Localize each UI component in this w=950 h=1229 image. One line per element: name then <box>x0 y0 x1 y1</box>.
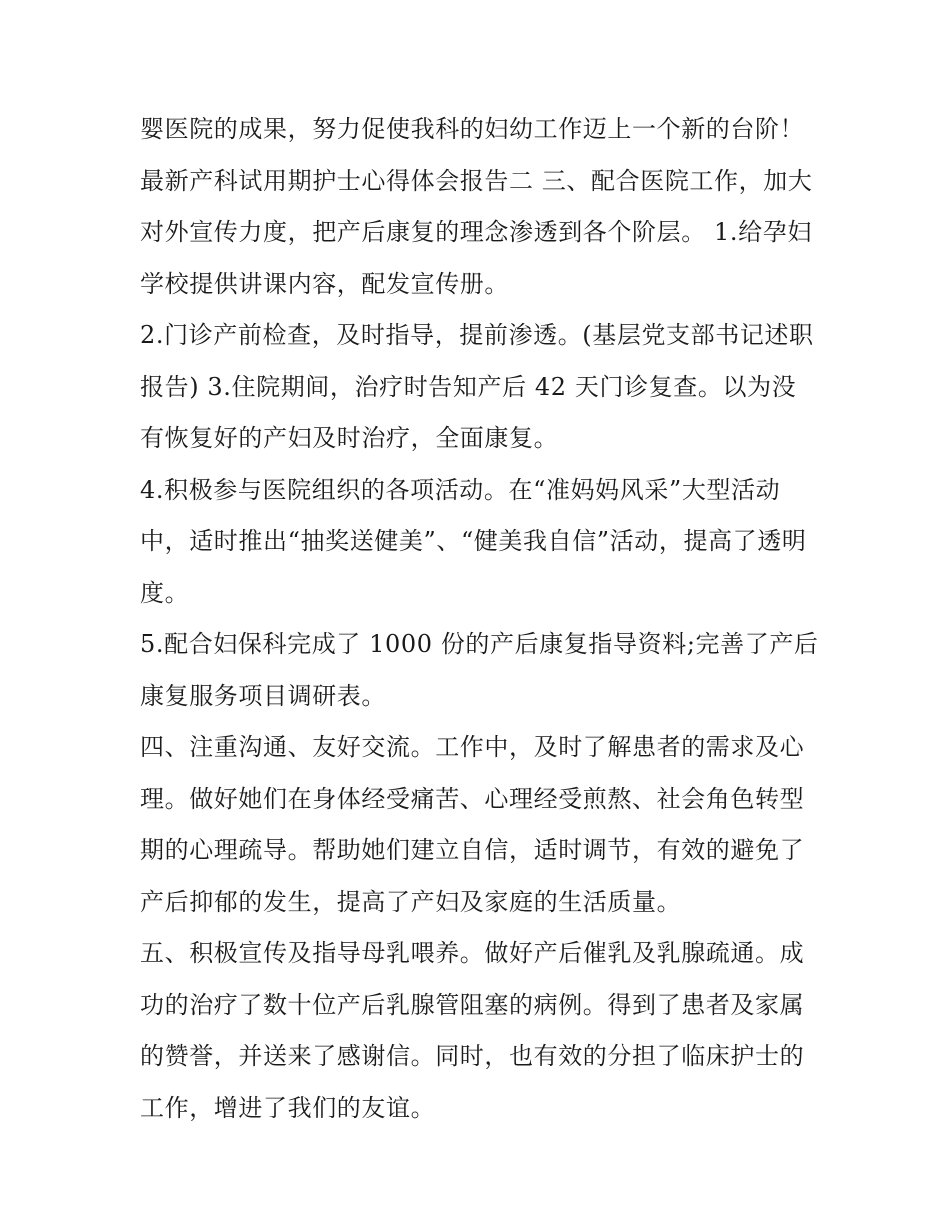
paragraph-1: 婴医院的成果，努力促使我科的妇幼工作迈上一个新的台阶！最新产科试用期护士心得体会报告二 三、配合医院工作，加大对外宣传力度，把产后康复的理念渗透到各个阶层。 1.给孕妇学校提供讲课内容，配发宣传册。 <box>140 115 813 298</box>
paragraph-5: 四、注重沟通、友好交流。工作中，及时了解患者的需求及心理。做好她们在身体经受痛苦、心理经受煎熬、社会角色转型期的心理疏导。帮助她们建立自信，适时调节，有效的避免了产后抑郁的发生，提高了产妇及家庭的生活质量。 <box>140 733 805 916</box>
paragraph-6: 五、积极宣传及指导母乳喂养。做好产后催乳及乳腺疏通。成功的治疗了数十位产后乳腺管阻塞的病例。得到了患者及家属的赞誉，并送来了感谢信。同时，也有效的分担了临床护士的工作，增进了我们的友谊。 <box>140 939 805 1122</box>
document-body <box>140 104 820 1134</box>
paragraph-2: 2.门诊产前检查，及时指导，提前渗透。(基层党支部书记述职报告) 3.住院期间，治疗时告知产后 42 天门诊复查。以为没有恢复好的产妇及时治疗，全面康复。 <box>140 321 814 452</box>
paragraph-3: 4.积极参与医院组织的各项活动。在“准妈妈风采”大型活动中，适时推出“抽奖送健美”、“健美我自信”活动，提高了透明度。 <box>140 475 807 607</box>
paragraph-4: 5.配合妇保科完成了 1000 份的产后康复指导资料;完善了产后康复服务项目调研表。 <box>140 630 819 710</box>
